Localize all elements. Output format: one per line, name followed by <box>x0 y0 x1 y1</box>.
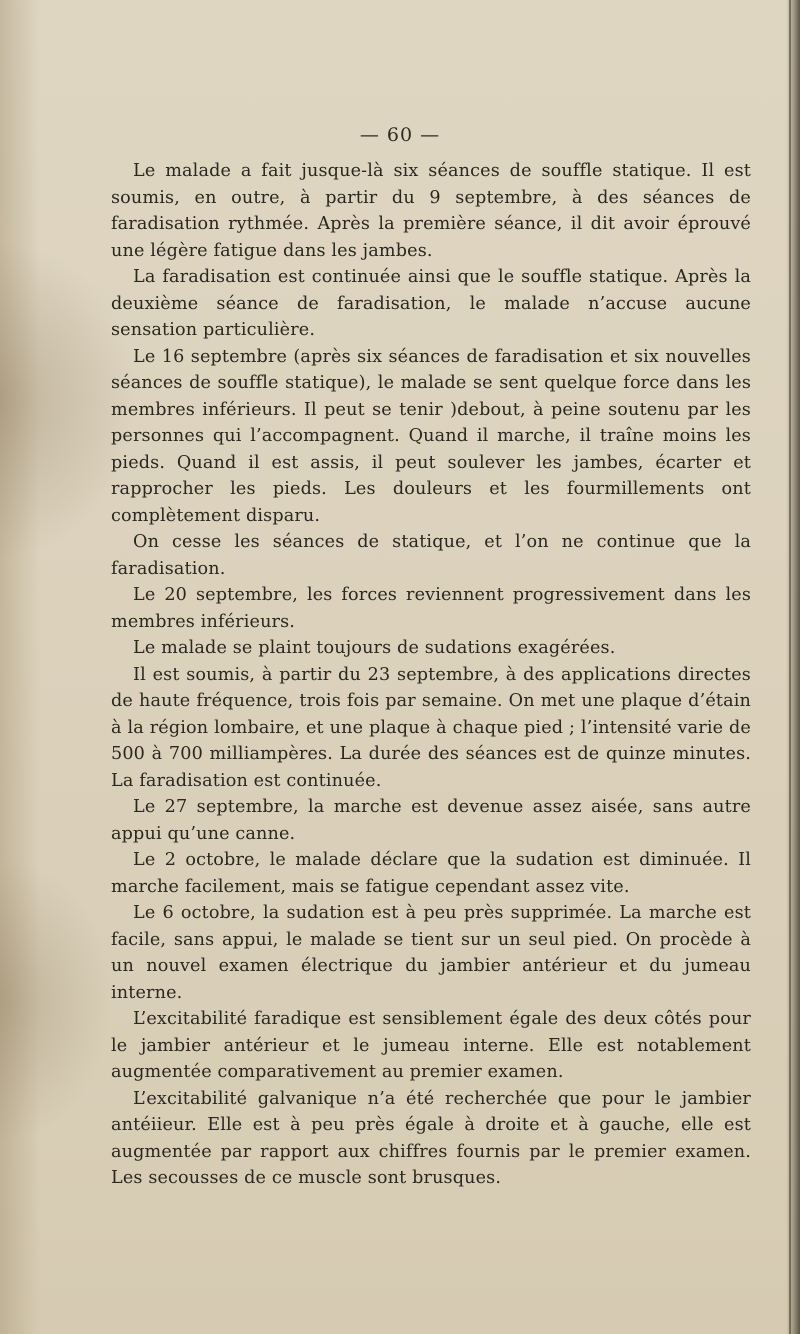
page-number: — 60 — <box>359 124 441 146</box>
paragraph: L’excitabilité faradique est sensiblement égale des deux côtés pour le jambier antérieur et le jumeau interne. Elle est notablement augmentée comparativement au premier examen. <box>111 1009 751 1082</box>
paragraph: La faradisation est continuée ainsi que le souffle statique. Après la deuxième séance de faradisation, le malade n’accuse aucune sensation particulière. <box>111 267 751 340</box>
paragraph: Le malade a fait jusque-là six séances de souffle statique. Il est soumis, en outre, à partir du 9 septembre, à des séances de faradisation rythmée. Après la première séance, il dit avoir éprouvé une légère fatigue dans les jambes. <box>111 161 751 261</box>
paragraph: Il est soumis, à partir du 23 septembre, à des applications directes de haute fréquence, trois fois par semaine. On met une plaque d’étain à la région lombaire, et une plaque à chaque pied ; l’intensité varie de 500 à 700 milliampères. La durée des séances est de quinze minutes. La faradisation est continuée. <box>111 664 751 791</box>
paragraph: Le 2 octobre, le malade déclare que la sudation est diminuée. Il marche facilement, mais se fatigue cependant assez vite. <box>111 850 751 897</box>
paragraph: L’excitabilité galvanique n’a été recherchée que pour le jambier antéiieur. Elle est à peu près égale à droite et à gauche, elle est augmentée par rapport aux chiffres fournis par le premier examen. Les secousses de ce muscle sont brusques. <box>111 1088 751 1188</box>
page-edge-line <box>789 0 791 1334</box>
paragraph: Le malade se plaint toujours de sudations exagérées. <box>133 638 616 658</box>
paragraph: Le 6 octobre, la sudation est à peu près supprimée. La marche est facile, sans appui, le malade se tient sur un seul pied. On procède à un nouvel examen électrique du jambier antérieur et du jumeau interne. <box>111 903 751 1003</box>
paragraph: Le 27 septembre, la marche est devenue assez aisée, sans autre appui qu’une canne. <box>111 797 751 844</box>
paragraph: On cesse les séances de statique, et l’on ne continue que la faradisation. <box>111 532 751 579</box>
paragraph: Le 16 septembre (après six séances de faradisation et six nouvelles séances de souffle statique), le malade se sent quelque force dans les membres inférieurs. Il peut se tenir )debout, à peine soutenu par les personnes qui l’accompagnent. Quand il marche, il traîne moins les pieds. Quand il est assis, il peut soulever les jambes, écarter et rapprocher les pieds. Les douleurs et les fourmillements ont complètement disparu. <box>111 346 751 526</box>
body-text <box>111 158 751 1192</box>
paragraph: Le 20 septembre, les forces reviennent progressivement dans les membres inférieurs. <box>111 585 751 632</box>
